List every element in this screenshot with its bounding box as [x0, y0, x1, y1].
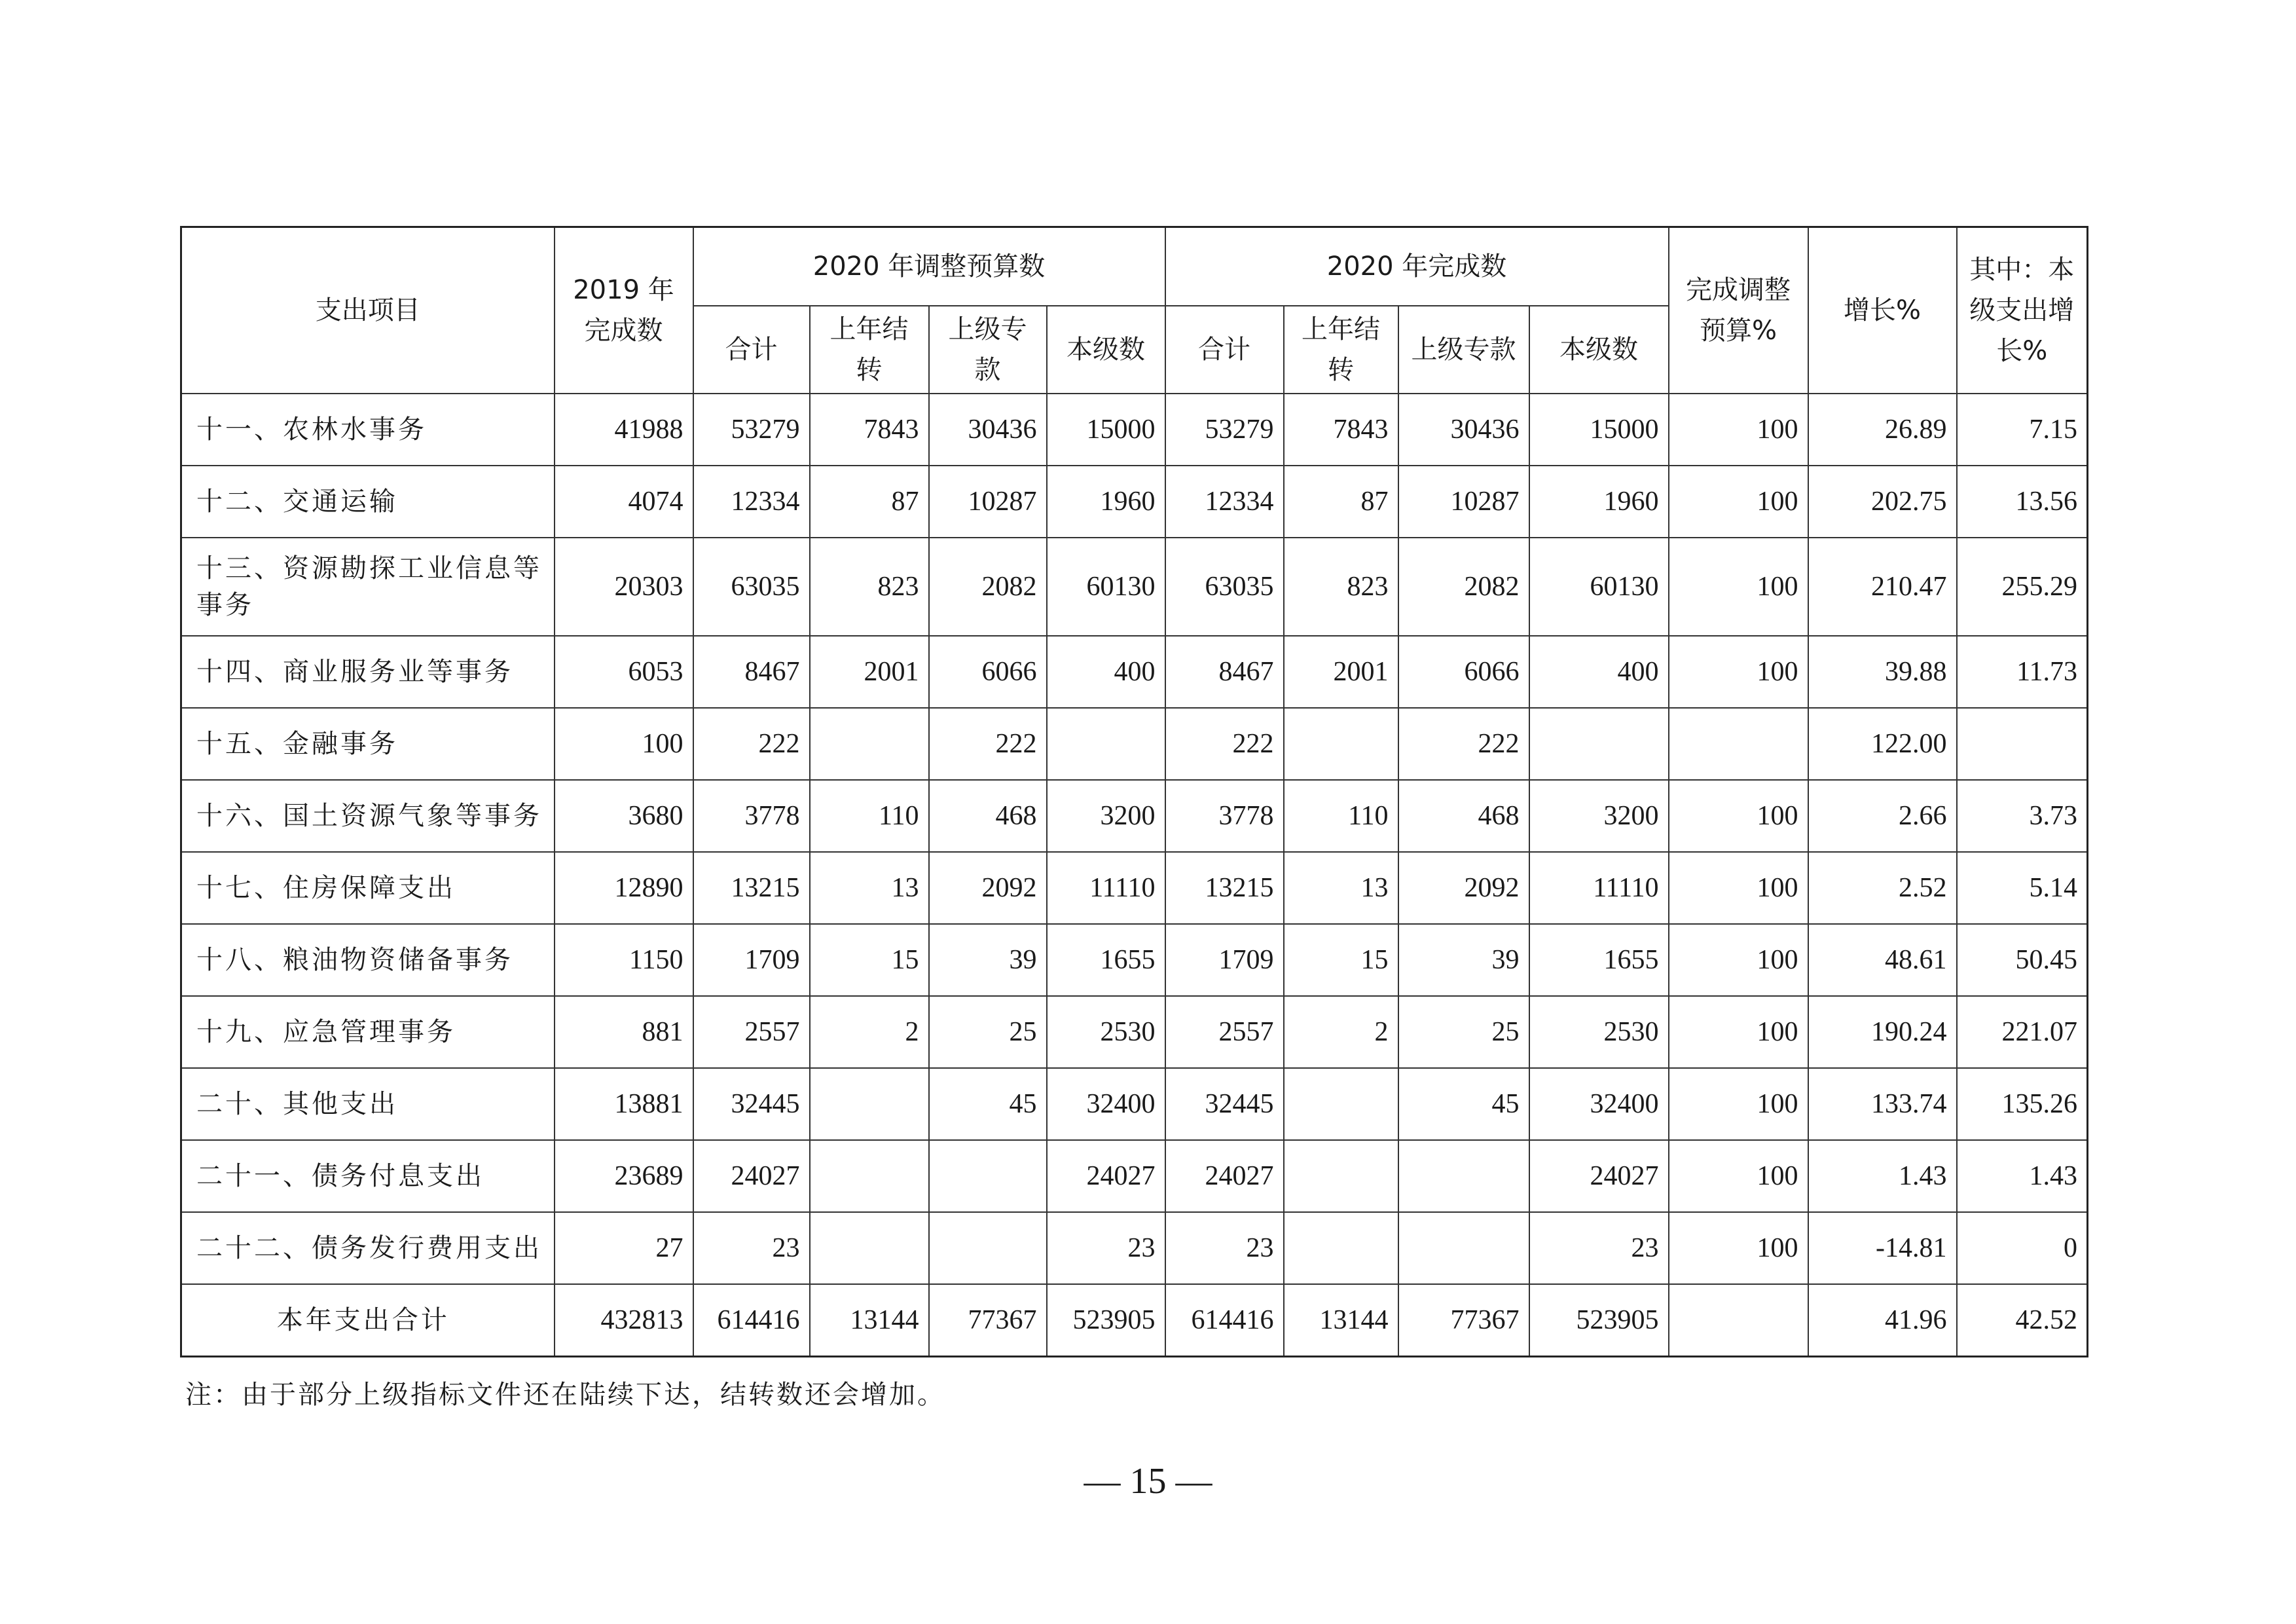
row-value-cell: 3.73 [1957, 780, 2088, 852]
row-item-label: 十五、金融事务 [181, 708, 555, 780]
row-value-cell [810, 1212, 929, 1284]
row-value-cell: 30436 [929, 394, 1047, 466]
row-value-cell: 3778 [693, 780, 810, 852]
row-value-cell [1669, 708, 1808, 780]
row-value-cell [1529, 708, 1669, 780]
row-value-cell: 23689 [555, 1140, 693, 1212]
row-value-cell: 13 [810, 852, 929, 924]
row-value-cell: 202.75 [1808, 466, 1957, 538]
row-value-cell: 12334 [1165, 466, 1284, 538]
row-value-cell: 41988 [555, 394, 693, 466]
row-value-cell: 400 [1047, 636, 1165, 708]
row-value-cell: 4074 [555, 466, 693, 538]
row-item-label: 二十二、债务发行费用支出 [181, 1212, 555, 1284]
row-value-cell: 39 [1398, 924, 1529, 996]
row-value-cell: 823 [810, 538, 929, 636]
row-value-cell: 77367 [1398, 1284, 1529, 1357]
row-value-cell: 45 [929, 1068, 1047, 1140]
row-value-cell: 27 [555, 1212, 693, 1284]
table-body [181, 394, 2088, 1357]
row-value-cell: 100 [1669, 1140, 1808, 1212]
row-item-label: 十三、资源勘探工业信息等事务 [181, 538, 555, 636]
row-value-cell: 15 [810, 924, 929, 996]
row-value-cell: 60130 [1047, 538, 1165, 636]
row-value-cell: 50.45 [1957, 924, 2088, 996]
row-value-cell [810, 1068, 929, 1140]
row-value-cell [1398, 1140, 1529, 1212]
row-value-cell: 12890 [555, 852, 693, 924]
row-value-cell: 23 [1529, 1212, 1669, 1284]
row-value-cell: 823 [1284, 538, 1398, 636]
header-2019: 2019 年完成数 [555, 227, 693, 394]
row-value-cell: 20303 [555, 538, 693, 636]
row-value-cell: 221.07 [1957, 996, 2088, 1068]
row-value-cell: 8467 [1165, 636, 1284, 708]
row-value-cell: 2557 [1165, 996, 1284, 1068]
table-row [181, 1212, 2088, 1284]
row-value-cell: 100 [1669, 1068, 1808, 1140]
header-done-carryover: 上年结转 [1284, 306, 1398, 394]
row-value-cell [810, 1140, 929, 1212]
row-value-cell: 10287 [1398, 466, 1529, 538]
row-value-cell: 5.14 [1957, 852, 2088, 924]
row-value-cell: 122.00 [1808, 708, 1957, 780]
header-budget-transfer: 上级专款 [929, 306, 1047, 394]
row-value-cell: 13.56 [1957, 466, 2088, 538]
row-value-cell [1398, 1212, 1529, 1284]
row-value-cell: 110 [810, 780, 929, 852]
row-value-cell: 6053 [555, 636, 693, 708]
row-value-cell: 2092 [929, 852, 1047, 924]
total-row [181, 1284, 2088, 1357]
row-value-cell: 11110 [1047, 852, 1165, 924]
row-value-cell: 60130 [1529, 538, 1669, 636]
row-value-cell: 8467 [693, 636, 810, 708]
row-value-cell: 48.61 [1808, 924, 1957, 996]
row-value-cell: -14.81 [1808, 1212, 1957, 1284]
row-value-cell: 53279 [693, 394, 810, 466]
row-value-cell: 32400 [1047, 1068, 1165, 1140]
row-value-cell: 3680 [555, 780, 693, 852]
row-value-cell: 25 [1398, 996, 1529, 1068]
row-value-cell: 210.47 [1808, 538, 1957, 636]
row-value-cell: 1.43 [1808, 1140, 1957, 1212]
row-value-cell: 2 [810, 996, 929, 1068]
row-value-cell: 26.89 [1808, 394, 1957, 466]
row-value-cell: 30436 [1398, 394, 1529, 466]
row-value-cell: 13881 [555, 1068, 693, 1140]
row-value-cell: 32445 [693, 1068, 810, 1140]
row-value-cell: 523905 [1529, 1284, 1669, 1357]
row-value-cell: 2557 [693, 996, 810, 1068]
row-value-cell: 100 [1669, 852, 1808, 924]
row-value-cell: 468 [1398, 780, 1529, 852]
row-value-cell: 2530 [1047, 996, 1165, 1068]
row-item-label: 本年支出合计 [181, 1284, 555, 1357]
table-row [181, 780, 2088, 852]
row-value-cell [1957, 708, 2088, 780]
header-local-growth: 其中：本级支出增长% [1957, 227, 2088, 394]
row-value-cell [1669, 1284, 1808, 1357]
row-value-cell: 24027 [1529, 1140, 1669, 1212]
row-value-cell: 100 [1669, 1212, 1808, 1284]
row-value-cell: 100 [1669, 996, 1808, 1068]
header-growth: 增长% [1808, 227, 1957, 394]
row-value-cell: 41.96 [1808, 1284, 1957, 1357]
row-value-cell: 25 [929, 996, 1047, 1068]
row-value-cell: 100 [1669, 394, 1808, 466]
row-value-cell: 110 [1284, 780, 1398, 852]
row-value-cell: 13144 [810, 1284, 929, 1357]
row-value-cell: 2530 [1529, 996, 1669, 1068]
row-value-cell: 100 [555, 708, 693, 780]
row-value-cell: 7843 [810, 394, 929, 466]
header-item: 支出项目 [181, 227, 555, 394]
row-value-cell: 400 [1529, 636, 1669, 708]
row-value-cell: 1150 [555, 924, 693, 996]
row-value-cell: 23 [1165, 1212, 1284, 1284]
row-value-cell: 222 [693, 708, 810, 780]
row-value-cell: 190.24 [1808, 996, 1957, 1068]
row-item-label: 十四、商业服务业等事务 [181, 636, 555, 708]
row-value-cell: 23 [1047, 1212, 1165, 1284]
header-done-total: 合计 [1165, 306, 1284, 394]
table-row [181, 1068, 2088, 1140]
row-value-cell: 1960 [1047, 466, 1165, 538]
row-value-cell: 100 [1669, 538, 1808, 636]
row-value-cell: 100 [1669, 924, 1808, 996]
row-value-cell: 3778 [1165, 780, 1284, 852]
row-value-cell: 1709 [693, 924, 810, 996]
row-value-cell: 42.52 [1957, 1284, 2088, 1357]
row-value-cell: 24027 [1165, 1140, 1284, 1212]
table-row [181, 394, 2088, 466]
row-value-cell: 1960 [1529, 466, 1669, 538]
row-value-cell: 15 [1284, 924, 1398, 996]
row-value-cell: 13215 [693, 852, 810, 924]
row-value-cell [810, 708, 929, 780]
table-row [181, 636, 2088, 708]
row-item-label: 十八、粮油物资储备事务 [181, 924, 555, 996]
row-value-cell: 222 [1165, 708, 1284, 780]
row-value-cell: 77367 [929, 1284, 1047, 1357]
row-value-cell: 468 [929, 780, 1047, 852]
row-value-cell: 6066 [1398, 636, 1529, 708]
row-value-cell: 53279 [1165, 394, 1284, 466]
row-value-cell [929, 1140, 1047, 1212]
table-row [181, 924, 2088, 996]
header-done-transfer: 上级专款 [1398, 306, 1529, 394]
row-value-cell: 100 [1669, 780, 1808, 852]
row-value-cell: 2.52 [1808, 852, 1957, 924]
row-value-cell: 15000 [1047, 394, 1165, 466]
row-value-cell: 13144 [1284, 1284, 1398, 1357]
row-value-cell: 523905 [1047, 1284, 1165, 1357]
table-row [181, 996, 2088, 1068]
row-value-cell: 3200 [1047, 780, 1165, 852]
row-value-cell: 32445 [1165, 1068, 1284, 1140]
row-value-cell [1284, 708, 1398, 780]
expenditure-table [180, 226, 2088, 1357]
row-value-cell: 32400 [1529, 1068, 1669, 1140]
table-row [181, 466, 2088, 538]
row-value-cell: 255.29 [1957, 538, 2088, 636]
table-row [181, 1140, 2088, 1212]
row-value-cell: 45 [1398, 1068, 1529, 1140]
row-value-cell: 881 [555, 996, 693, 1068]
row-value-cell: 222 [1398, 708, 1529, 780]
row-value-cell: 135.26 [1957, 1068, 2088, 1140]
row-item-label: 十六、国土资源气象等事务 [181, 780, 555, 852]
table-row [181, 708, 2088, 780]
page-number: — 15 — [1084, 1461, 1212, 1502]
row-value-cell: 1655 [1047, 924, 1165, 996]
row-value-cell: 24027 [1047, 1140, 1165, 1212]
row-value-cell: 39 [929, 924, 1047, 996]
row-value-cell: 39.88 [1808, 636, 1957, 708]
row-value-cell: 7843 [1284, 394, 1398, 466]
row-value-cell [1284, 1068, 1398, 1140]
table-row [181, 852, 2088, 924]
row-value-cell: 24027 [693, 1140, 810, 1212]
row-value-cell: 6066 [929, 636, 1047, 708]
row-value-cell: 2092 [1398, 852, 1529, 924]
row-value-cell: 12334 [693, 466, 810, 538]
header-done-group: 2020 年完成数 [1165, 227, 1669, 306]
row-value-cell: 63035 [1165, 538, 1284, 636]
header-budget-local: 本级数 [1047, 306, 1165, 394]
header-pct-budget: 完成调整预算% [1669, 227, 1808, 394]
row-value-cell: 2.66 [1808, 780, 1957, 852]
header-done-local: 本级数 [1529, 306, 1669, 394]
row-value-cell: 614416 [1165, 1284, 1284, 1357]
row-value-cell [1284, 1212, 1398, 1284]
table-note: 注：由于部分上级指标文件还在陆续下达，结转数还会增加。 [185, 1380, 945, 1410]
row-item-label: 十二、交通运输 [181, 466, 555, 538]
row-value-cell: 0 [1957, 1212, 2088, 1284]
row-value-cell: 2001 [1284, 636, 1398, 708]
row-item-label: 十九、应急管理事务 [181, 996, 555, 1068]
row-value-cell: 15000 [1529, 394, 1669, 466]
row-value-cell: 100 [1669, 466, 1808, 538]
header-budget-group: 2020 年调整预算数 [693, 227, 1165, 306]
row-value-cell [1047, 708, 1165, 780]
row-value-cell: 13 [1284, 852, 1398, 924]
row-value-cell: 2082 [929, 538, 1047, 636]
row-value-cell: 614416 [693, 1284, 810, 1357]
row-value-cell: 23 [693, 1212, 810, 1284]
row-value-cell: 2 [1284, 996, 1398, 1068]
table-header [181, 227, 2088, 394]
row-value-cell: 87 [1284, 466, 1398, 538]
row-value-cell: 11.73 [1957, 636, 2088, 708]
row-value-cell: 10287 [929, 466, 1047, 538]
row-value-cell: 222 [929, 708, 1047, 780]
header-budget-total: 合计 [693, 306, 810, 394]
row-value-cell: 432813 [555, 1284, 693, 1357]
row-value-cell: 7.15 [1957, 394, 2088, 466]
row-value-cell: 100 [1669, 636, 1808, 708]
row-value-cell: 1655 [1529, 924, 1669, 996]
row-value-cell: 87 [810, 466, 929, 538]
row-value-cell: 1.43 [1957, 1140, 2088, 1212]
row-item-label: 十七、住房保障支出 [181, 852, 555, 924]
row-value-cell: 3200 [1529, 780, 1669, 852]
row-item-label: 二十一、债务付息支出 [181, 1140, 555, 1212]
row-value-cell: 13215 [1165, 852, 1284, 924]
row-value-cell: 2001 [810, 636, 929, 708]
row-item-label: 十一、农林水事务 [181, 394, 555, 466]
expenditure-sheet [180, 226, 2086, 1357]
row-value-cell [929, 1212, 1047, 1284]
row-value-cell [1284, 1140, 1398, 1212]
header-budget-carryover: 上年结转 [810, 306, 929, 394]
row-value-cell: 1709 [1165, 924, 1284, 996]
row-item-label: 二十、其他支出 [181, 1068, 555, 1140]
row-value-cell: 11110 [1529, 852, 1669, 924]
row-value-cell: 2082 [1398, 538, 1529, 636]
row-value-cell: 63035 [693, 538, 810, 636]
row-value-cell: 133.74 [1808, 1068, 1957, 1140]
table-row [181, 538, 2088, 636]
